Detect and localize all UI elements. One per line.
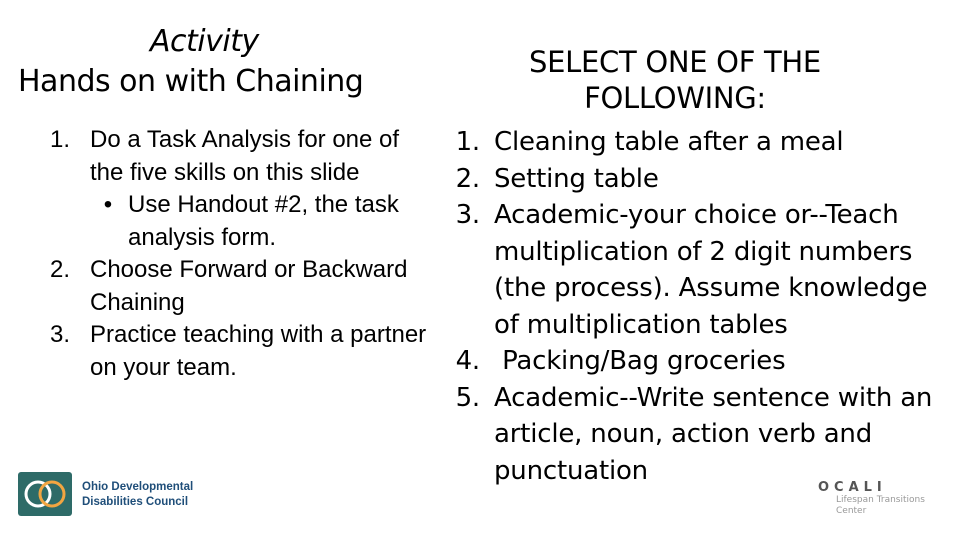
option-number: 1. <box>455 127 480 157</box>
option-number: 2. <box>455 163 480 194</box>
sub-bullet-item <box>88 189 435 254</box>
ocali-logo <box>818 480 928 525</box>
oddc-logo-text: Ohio Developmental Disabilities Council <box>82 481 194 508</box>
select-heading: SELECT ONE OF THE FOLLOWING: <box>529 45 821 115</box>
list-text: Do a Task Analysis for one of the five skills on this slide <box>90 126 400 186</box>
list-item <box>50 319 435 384</box>
activity-label: Activity <box>150 24 259 59</box>
option-item <box>430 343 950 380</box>
ocali-logo-text: OCALI <box>818 480 887 495</box>
option-text: Packing/Bag groceries <box>494 346 786 376</box>
oddc-logo <box>18 470 218 518</box>
option-text: Cleaning table after a meal <box>494 127 844 157</box>
option-item <box>430 161 950 198</box>
option-number: 5. <box>455 382 480 413</box>
option-text: Setting table <box>494 163 659 194</box>
list-text: Practice teaching with a partner on your team. <box>90 321 427 381</box>
option-item <box>430 124 950 161</box>
oddc-logo-mark-icon <box>18 472 72 516</box>
options-list <box>430 124 950 489</box>
ocali-logo-subtitle: Lifespan Transitions Center <box>836 495 925 516</box>
option-text: Academic-your choice or--Teach multiplication of 2 digit numbers (the process). Assume knowledge of multiplication tables <box>494 200 928 340</box>
option-item <box>430 380 950 490</box>
instruction-list <box>50 124 435 384</box>
list-number: 2. <box>50 256 71 283</box>
list-number: 3. <box>50 321 71 348</box>
list-item <box>50 254 435 319</box>
list-number: 1. <box>50 126 71 153</box>
bullet-icon: • <box>103 191 113 218</box>
list-item <box>50 124 435 189</box>
sub-bullet-text: Use Handout #2, the task analysis form. <box>128 191 399 251</box>
option-number: 3. <box>455 200 480 230</box>
slide-title: Hands on with Chaining <box>18 64 364 99</box>
option-item <box>430 197 950 343</box>
list-text: Choose Forward or Backward Chaining <box>90 256 408 316</box>
option-text: Academic--Write sentence with an article, noun, action verb and punctuation <box>494 382 933 486</box>
option-number: 4. <box>455 346 480 376</box>
